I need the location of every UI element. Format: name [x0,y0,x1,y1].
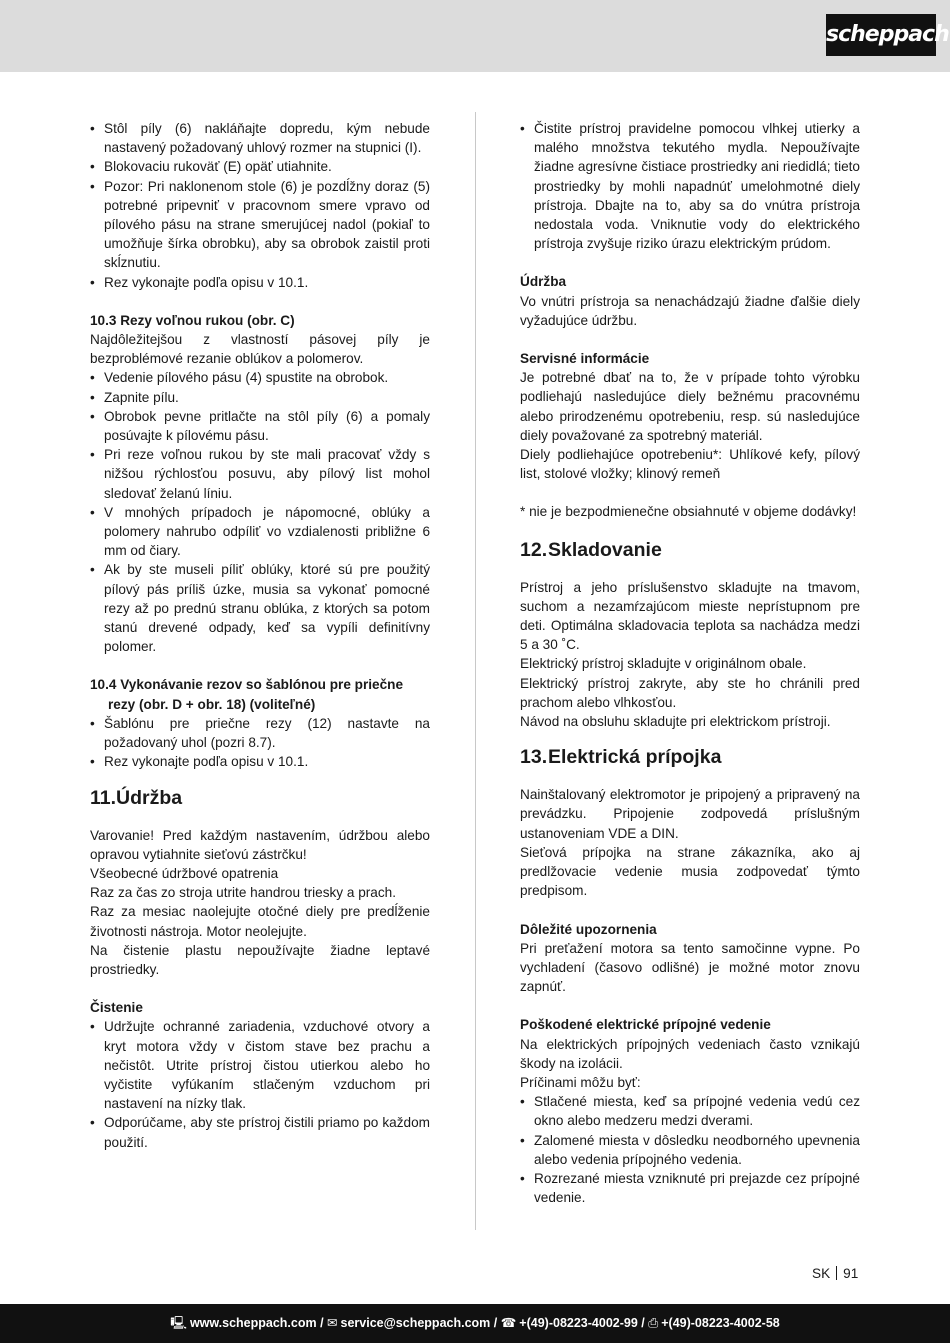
separator [836,1266,837,1280]
chapter-number: 11. [90,786,117,809]
language-code: SK [812,1266,831,1281]
list-item: • Zalomené miesta v dôsledku neodborného upevnenia alebo vedenia prípojného vedenia. [520,1131,860,1169]
list-item: • Stlačené miesta, keď sa prípojné vedenia vedú cez okno alebo medzeru medzi dverami. [520,1092,860,1130]
left-column [90,119,430,1152]
warning-paragraph: Varovanie! Pred každým nastavením, údržbou alebo opravou vytiahnite sieťovú zástrčku! [90,827,430,862]
chapter-title: Elektrická prípojka [548,746,722,769]
page-number-value: 91 [843,1266,859,1281]
list-item: • V mnohých prípadoch je nápomocné, oblúky a polomery nahrubo odpíliť vo vzdialenosti približne 6 mm od čiary. [90,503,430,561]
subheading-upozornenia: Dôležité upozornenia [520,921,657,937]
footnote: * nie je bezpodmienečne obsiahnuté v objeme dodávky! [520,504,857,520]
paragraph: Na čistenie plastu nepoužívajte žiadne leptavé prostriedky. [90,942,430,977]
chapter-number: 12. [520,538,548,561]
list-item: • Rez vykonajte podľa opisu v 10.1. [90,752,430,771]
paragraph: Prístroj a jeho príslušenstvo skladujte na tmavom, suchom a nezamŕzajúcom mieste neprístupnom pre deti. Optimálna skladovacia teplota sa nachádza medzi 5 a 30 ˚C. [520,579,860,653]
list-item: • Odporúčame, aby ste prístroj čistili priamo po každom použití. [90,1113,430,1151]
paragraph: Pri preťažení motora sa tento samočinne vypne. Po vychladení (časovo odlišné) je možné motor znovu zapnúť. [520,940,860,995]
mail-icon: ✉ [327,1316,338,1330]
column-divider [475,112,476,1230]
chapter-title: Skladovanie [548,538,662,561]
chapter-heading-12 [520,538,860,562]
section-heading-10-3: 10.3 Rezy voľnou rukou (obr. C) [90,312,295,328]
paragraph: Na elektrických prípojných vedeniach často vznikajú škody na izolácii. [520,1036,860,1071]
website-link[interactable]: www.scheppach.com / [189,1316,324,1330]
paragraph: Sieťová prípojka na strane zákazníka, ako aj predlžovacie vedenie musia zodpovedať týmto predpisom. [520,844,860,899]
list-item: • Stôl píly (6) nakláňajte dopredu, kým nebude nastavený požadovaný uhlový rozmer na stupnici (I). [90,119,430,157]
list-item: • Šablónu pre priečne rezy (12) nastavte na požadovaný uhol (pozri 8.7). [90,714,430,752]
computer-icon: 🖳 [170,1316,187,1330]
paragraph: Je potrebné dbať na to, že v prípade tohto výrobku podliehajú nasledujúce diely bežnému pracovnému alebo prirodzenému opotrebeniu, resp. sú nasledujúce diely považované za spotrebný materiál. [520,370,860,443]
subheading-udrzba: Údržba [520,274,567,290]
subheading-servis: Servisné informácie [520,351,650,367]
list-item: • Rozrezané miesta vzniknuté pri prejazde cez prípojné vedenie. [520,1169,860,1207]
paragraph: Raz za čas zo stroja utrite handrou triesky a prach. [90,885,396,901]
fax-number: +(49)-08223-4002-58 [661,1316,780,1330]
list-item: • Obrobok pevne pritlačte na stôl píly (6) a pomaly posúvajte k pílovému pásu. [90,407,430,445]
paragraph: Všeobecné údržbové opatrenia [90,865,279,881]
list-item: • Vedenie pílového pásu (4) spustite na obrobok. [90,368,430,387]
chapter-heading-11 [90,786,430,810]
paragraph: Najdôležitejšou z vlastností pásovej píly je bezproblémové rezanie oblúkov a polomerov. [90,332,430,367]
list-item: • Pozor: Pri naklonenom stole (6) je pozdĺžny doraz (5) potrebné pripevniť v pracovnom smere vpravo od pílového pásu na strane smerujúcej nadol (pokiaľ to umožňuje šírka obrobku), aby sa obrobok zaistil proti skĺznutiu. [90,177,430,273]
chapter-number: 13. [520,746,548,769]
paragraph: Príčinami môžu byť: [520,1074,641,1090]
paragraph: Návod na obsluhu skladujte pri elektrickom prístroji. [520,714,831,730]
email-link[interactable]: service@scheppach.com / [340,1316,498,1330]
paragraph: Elektrický prístroj zakryte, aby ste ho chránili pred prachom alebo vlhkosťou. [520,675,860,710]
fax-icon: ⎙ [648,1316,659,1330]
header-bar [0,0,950,72]
right-column [520,119,860,1207]
list-item: • Zapnite pílu. [90,388,430,407]
footer-bar [0,1304,950,1343]
list-item: • Udržujte ochranné zariadenia, vzduchové otvory a kryt motora vždy v čistom stave bez prachu a nečistôt. Utrite prístroj čistou utierkou alebo ho vyčistite vyfúkaním stlačeným vzduchom pri nastavení na nízky tlak. [90,1017,430,1113]
subheading-cistenie: Čistenie [90,1000,143,1016]
scheppach-logo: scheppach [826,14,936,56]
paragraph: Elektrický prístroj skladujte v originálnom obale. [520,656,807,672]
list-item: • Blokovaciu rukoväť (E) opäť utiahnite. [90,157,430,176]
list-item: • Ak by ste museli píliť oblúky, ktoré sú pre použitý pílový pás príliš úzke, musia sa vykonať pomocné rezy až po prednú stranu oblúka, z ktorých sa potom stanú drevené odpady, keď sa vypíli definitívny polomer. [90,560,430,656]
list-item: • Pri reze voľnou rukou by ste mali pracovať vždy s nižšou rýchlosťou posuvu, aby pílový list mohol sledovať želanú líniu. [90,445,430,503]
subheading-poskodene-vedenie: Poškodené elektrické prípojné vedenie [520,1017,771,1033]
paragraph: Raz za mesiac naolejujte otočné diely pre predĺženie životnosti nástroja. Motor neolejujte. [90,904,430,939]
phone-number: +(49)-08223-4002-99 / [519,1316,645,1330]
list-item: • Rez vykonajte podľa opisu v 10.1. [90,273,430,292]
phone-icon: ☎ [500,1316,517,1330]
paragraph: Vo vnútri prístroja sa nenachádzajú žiadne ďalšie diely vyžadujúce údržbu. [520,293,860,328]
chapter-heading-13 [520,745,860,769]
paragraph: Nainštalovaný elektromotor je pripojený a pripravený na prevádzku. Pripojenie zodpovedá príslušným ustanoveniam VDE a DIN. [520,787,860,841]
paragraph: Diely podliehajúce opotrebeniu*: Uhlíkové kefy, pílový list, stolové vložky; klinový remeň [520,447,860,482]
list-item: • Čistite prístroj pravidelne pomocou vlhkej utierky a malého množstva tekutého mydla. Nepoužívajte žiadne agresívne čistiace prostriedky ani riedidlá; tieto prostriedky by mohli napadnúť umelohmotné diely prístroja. Dbajte na to, aby sa do vnútra prístroja nedostala voda. Vniknutie vody do elektrického prístroja zvyšuje riziko úrazu elektrickým prúdom. [520,119,860,253]
chapter-title: Údržba [116,786,183,809]
page-number [812,1266,858,1281]
section-heading-10-4: 10.4 Vykonávanie rezov so šablónou pre priečne rezy (obr. D + obr. 18) (voliteľné) [90,677,404,712]
